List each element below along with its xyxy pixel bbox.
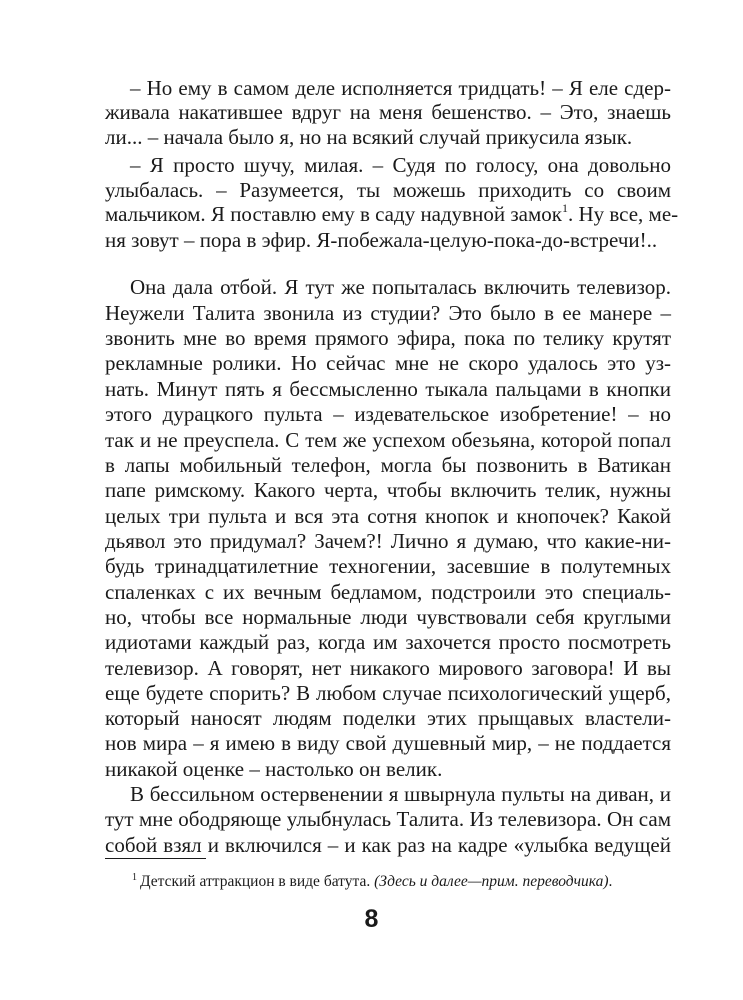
text-line: еще будете спорить? В любом случае психологический ущерб, xyxy=(105,681,671,705)
text-line: живала накатившее вдруг на меня бешенство. – Это, знаешь xyxy=(105,100,671,124)
text-line: ли... – начала было я, но на всякий случай прикусила язык. xyxy=(105,125,633,149)
text-span: мальчиком. Я поставлю ему в саду надувной замок xyxy=(105,202,562,226)
text-line: папе римскому. Какого черта, чтобы включить телик, нужны xyxy=(105,478,671,502)
text-line: рекламные ролики. Но сейчас мне не скоро удалось это уз- xyxy=(105,351,671,375)
page-number: 8 xyxy=(364,905,379,933)
text-line: улыбалась. – Разумеется, ты можешь приходить со своим xyxy=(105,178,671,202)
text-line: – Но ему в самом деле исполняется тридцать! – Я еле сдер- xyxy=(130,76,671,100)
text-span: . Ну все, ме- xyxy=(567,202,679,226)
text-line: ня зовут – пора в эфир. Я-побежала-целую-пока-до-встречи!.. xyxy=(105,228,658,252)
footnote-marker: 1 xyxy=(132,872,137,883)
text-line: Неужели Талита звонила из студии? Это было в ее манере – xyxy=(105,301,671,325)
text-line: никакой оценке – настолько он велик. xyxy=(105,757,443,781)
text-line: этого дурацкого пульта – издевательское изобретение! – но xyxy=(105,402,671,426)
text-line: нов мира – я имею в виду свой душевный мир, – не поддается xyxy=(105,731,671,755)
text-line-with-footnote-ref xyxy=(105,201,679,226)
footnote-text: Детский аттракцион в виде батута. xyxy=(140,873,375,890)
text-line: так и не преуспела. С тем же успехом обезьяна, которой попал xyxy=(105,428,671,452)
footnote-end: . xyxy=(608,873,613,890)
text-line: будь тринадцатилетние техногении, засевшие в полутемных xyxy=(105,554,671,578)
text-line: – Я просто шучу, милая. – Судя по голосу, она довольно xyxy=(130,153,671,177)
text-line: целых три пульта и вся эта сотня кнопок и кнопочек? Какой xyxy=(105,504,671,528)
text-line: но, чтобы все нормальные люди чувствовали себя круглыми xyxy=(105,605,671,629)
text-line: тут мне ободряюще улыбнулась Талита. Из телевизора. Он сам xyxy=(105,807,671,831)
text-line: звонить мне во время прямого эфира, пока по телику крутят xyxy=(105,326,671,350)
text-line: нать. Минут пять я бессмысленно тыкала пальцами в кнопки xyxy=(105,377,671,401)
footnote-divider xyxy=(105,858,206,859)
text-line: в лапы мобильный телефон, могла бы позвонить в Ватикан xyxy=(105,453,671,477)
footnote xyxy=(132,872,612,892)
text-line: телевизор. А говорят, нет никакого мирового заговора! И вы xyxy=(105,656,671,680)
text-line: который наносят людям поделки этих прыщавых властели- xyxy=(105,706,671,730)
footnote-note: (Здесь и далее—прим. переводчика) xyxy=(374,873,609,890)
text-line: собой взял и включился – и как раз на кадре «улыбка ведущей xyxy=(105,833,671,857)
text-line: В бессильном остервенении я швырнула пульты на диван, и xyxy=(130,782,671,806)
text-line: спаленках с их вечным бедламом, подстроили это специаль- xyxy=(105,580,671,604)
footnote-reference: 1 xyxy=(561,201,568,215)
text-line: Она дала отбой. Я тут же попыталась включить телевизор. xyxy=(130,275,671,299)
text-line: дьявол это придумал? Зачем?! Лично я думаю, что какие-ни- xyxy=(105,529,671,553)
text-line: идиотами каждый раз, когда им захочется просто посмотреть xyxy=(105,630,671,654)
